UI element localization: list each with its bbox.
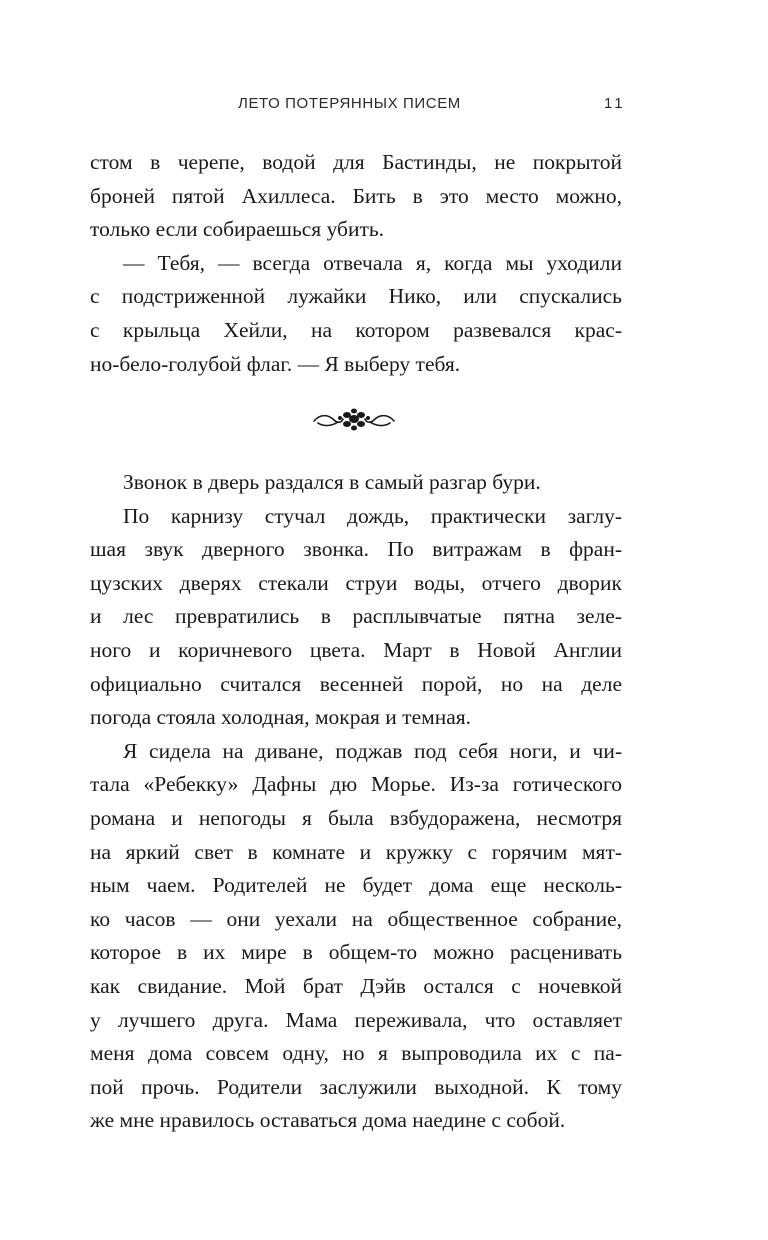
text-line: которое в их мире в общем-то можно расценивать <box>90 940 622 965</box>
text-line: официально считался весенней порой, но на деле <box>90 671 622 696</box>
running-title: ЛЕТО ПОТЕРЯННЫХ ПИСЕМ <box>238 95 461 112</box>
text-line: ко часов — они уехали на общественное собрание, <box>90 906 622 931</box>
text-line: у лучшего друга. Мама переживала, что оставляет <box>90 1007 622 1032</box>
text-line: ным чаем. Родителей не будет дома еще несколь- <box>90 873 622 898</box>
floral-divider-icon <box>312 405 396 435</box>
text-line: же мне нравилось оставаться дома наедине с собой. <box>90 1108 566 1133</box>
text-line: на яркий свет в комнате и кружку с горячим мят- <box>90 839 622 864</box>
text-line: стом в черепе, водой для Бастинды, не покрытой <box>90 150 622 174</box>
text-line: тала «Ребекку» Дафны дю Морье. Из-за готического <box>90 772 622 797</box>
text-line: погода стояла холодная, мокрая и темная. <box>90 705 472 730</box>
text-line: как свидание. Мой брат Дэйв остался с ночевкой <box>90 973 622 998</box>
text-line: только если собираешься убить. <box>90 217 385 242</box>
text-line: Я сидела на диване, поджав под себя ноги, и чи- <box>123 738 622 763</box>
text-line: броней пятой Ахиллеса. Бить в это место можно, <box>90 183 622 208</box>
text-line: ного и коричневого цвета. Март в Новой Англии <box>90 637 622 662</box>
text-line: — Тебя, — всегда отвечала я, когда мы уходили <box>123 250 622 275</box>
running-head <box>0 95 768 119</box>
text-line: пой прочь. Родители заслужили выходной. К тому <box>90 1074 622 1099</box>
text-line: Звонок в дверь раздался в самый разгар бури. <box>123 470 541 494</box>
text-line: и лес превратились в расплывчатые пятна зеле- <box>90 604 622 629</box>
text-line: с крыльца Хейли, на котором развевался крас- <box>90 317 622 342</box>
text-block-storm <box>90 466 622 1138</box>
text-line: По карнизу стучал дождь, практически заглу- <box>123 503 622 528</box>
text-line: шая звук дверного звонка. По витражам в фран- <box>90 537 622 562</box>
text-line: романа и непогоды я была взбудоражена, несмотря <box>90 805 622 830</box>
text-block-continuation <box>90 146 622 381</box>
text-line: меня дома совсем одну, но я выпроводила их с па- <box>90 1041 622 1066</box>
page-number: 11 <box>604 95 626 112</box>
text-line: с подстриженной лужайки Нико, или спускались <box>90 284 622 309</box>
text-line: но-бело-голубой флаг. — Я выберу тебя. <box>90 351 461 376</box>
text-line: цузских дверях стекали струи воды, отчего дворик <box>90 570 622 595</box>
